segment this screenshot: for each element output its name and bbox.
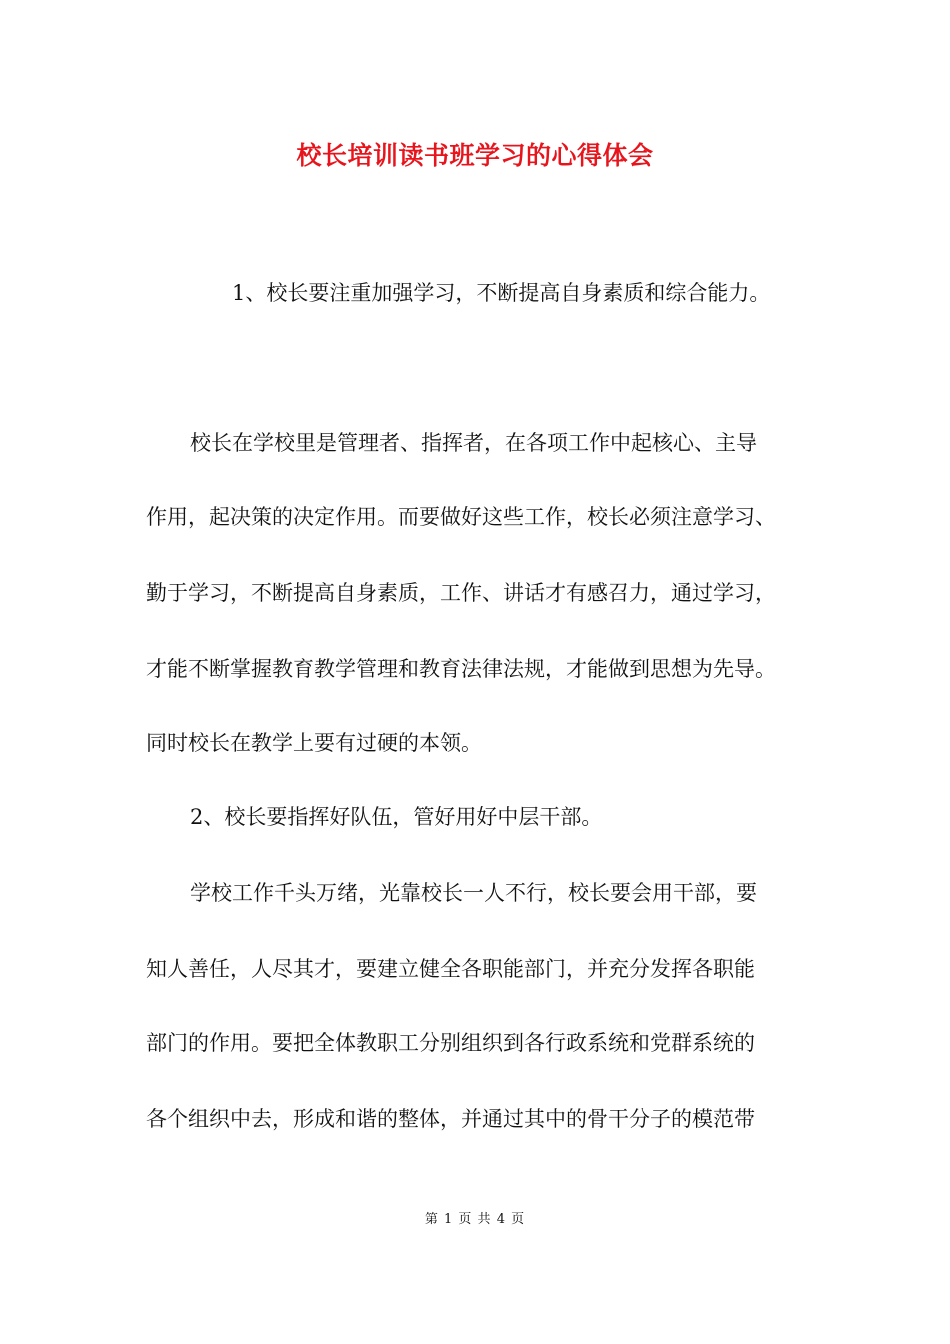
paragraph-line: 勤于学习，不断提高自身素质，工作、讲话才有感召力，通过学习， <box>146 581 776 605</box>
heading-point-2: 2、校长要指挥好队伍，管好用好中层干部。 <box>190 805 603 829</box>
heading-point-1: 1、校长要注重加强学习，不断提高自身素质和综合能力。 <box>232 281 771 305</box>
paragraph-line: 各个组织中去，形成和谐的整体，并通过其中的骨干分子的模范带 <box>146 1107 755 1131</box>
paragraph-line: 学校工作千头万绪，光靠校长一人不行，校长要会用干部，要 <box>190 881 757 905</box>
paragraph-line: 部门的作用。要把全体教职工分别组织到各行政系统和党群系统的 <box>146 1031 755 1055</box>
document-title: 校长培训读书班学习的心得体会 <box>296 141 654 170</box>
paragraph-line: 才能不断掌握教育教学管理和教育法律法规，才能做到思想为先导。 <box>146 657 776 681</box>
page-number-footer: 第 1 页 共 4 页 <box>424 1212 526 1227</box>
paragraph-line: 知人善任，人尽其才，要建立健全各职能部门，并充分发挥各职能 <box>146 957 755 981</box>
paragraph-line: 作用，起决策的决定作用。而要做好这些工作，校长必须注意学习、 <box>146 505 776 529</box>
paragraph-line: 校长在学校里是管理者、指挥者，在各项工作中起核心、主导 <box>190 431 757 455</box>
paragraph-line: 同时校长在教学上要有过硬的本领。 <box>146 731 482 755</box>
